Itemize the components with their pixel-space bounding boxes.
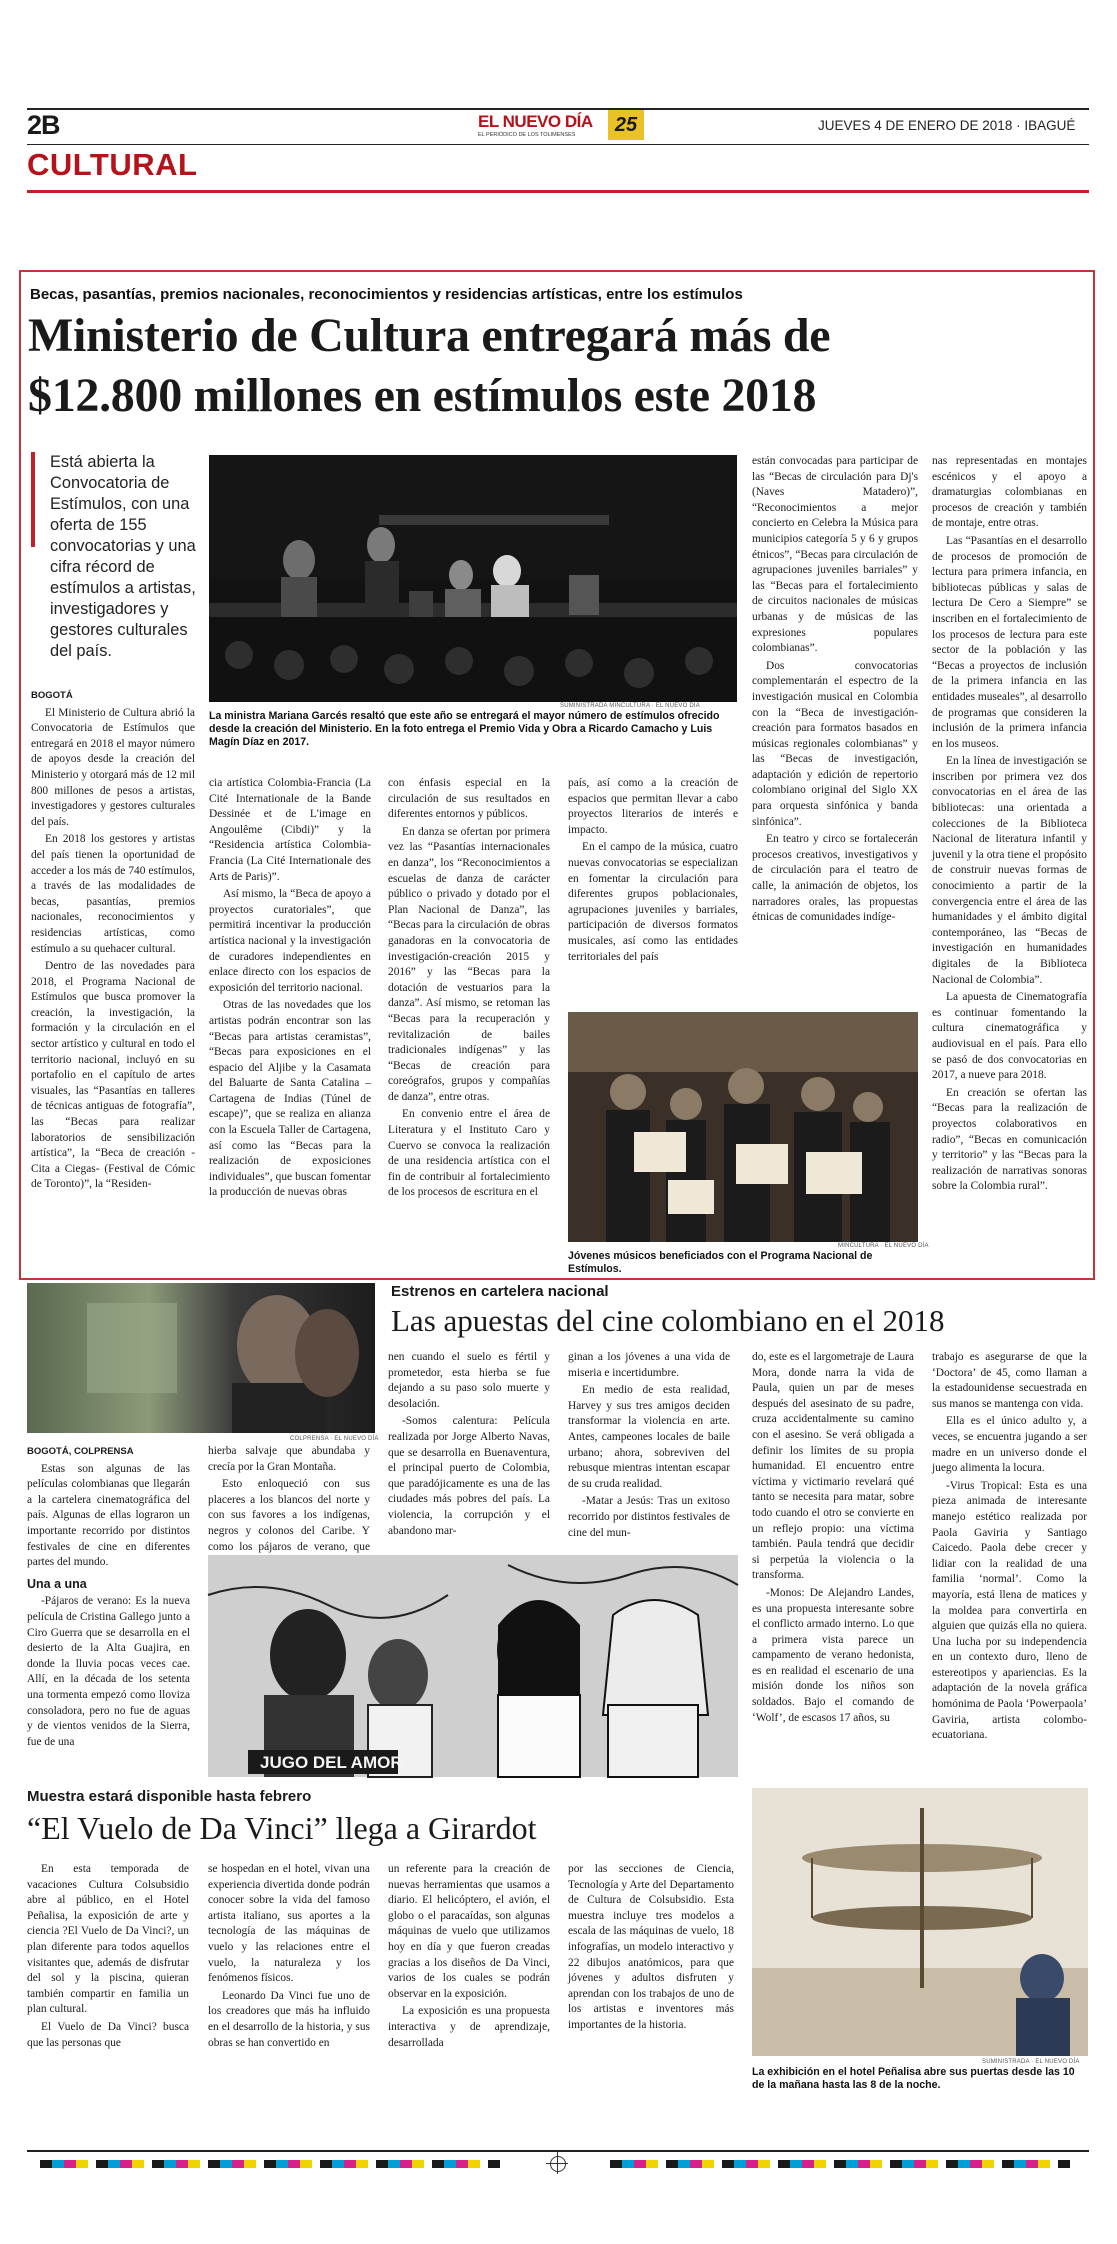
lead-headline-line2: $12.800 millones en estímulos este 2018 xyxy=(28,369,817,422)
page-number: 2B xyxy=(27,110,60,140)
lead-col4-p1: país, así como a la creación de espacios que permitan llevar a cabo proyectos literarios de interés e impacto. xyxy=(568,777,738,836)
lead-photo-young-musicians xyxy=(568,1012,918,1242)
cine-illustration-virus-tropical xyxy=(208,1555,738,1777)
lead-col6-p1: nas representadas en montajes escénicos y el apoyo a dramaturgias colombianas en procesos de creación y también de montaje, entre otras. xyxy=(932,455,1087,530)
lead-col5-p3: En teatro y circo se fortalecerán procesos creativos, investigativos y de circulación para el teatro de calle, la animación de objetos, los narradores orales, las propuestas étnicas de comunidades indíge- xyxy=(752,833,918,924)
lead-col5-p1: están convocadas para participar de las “Becas de circulación para Dj's (Naves Matadero)”, “Reconocimientos a mejor concierto en Celebra la Música para municipios categoría 5 y 6 y grupos étnicos”, “Becas para circulación de agrupaciones juveniles barriales” y las “Becas para el fortalecimiento de circuitos nacionales de músicas urbanas y de músicas de las expresiones populares colombianas”. xyxy=(752,455,918,655)
cine-col5-p2: -Monos: De Alejandro Landes, es una propuesta interesante sobre el conflicto armado interno. Lo que a primera vista parece un campamento de verano hedonista, es en realidad el escenario de una misión donde los niños son soldados. Bajo el comando de ‘Wolf’, de escasos 17 años, su xyxy=(752,1586,914,1724)
lead-col1-p1: El Ministerio de Cultura abrió la Convocatoria de Estímulos que entregará en 2018 el mayor número de apoyos desde la creación del Ministerio y otorgará más de 12 mil 800 millones de pesos a artistas, investigadores y gestores culturales del país. xyxy=(31,706,195,828)
section-rule xyxy=(27,190,1089,193)
vinci-column-2 xyxy=(208,1862,370,2162)
vinci-col3-p2: La exposición es una propuesta interactiva y de aprendizaje, desarrollada xyxy=(388,2005,550,2049)
cine-thumb-illustration xyxy=(27,1283,375,1433)
lead-kicker: Becas, pasantías, premios nacionales, reconocimientos y residencias artísticas, entre los estímulos xyxy=(30,286,743,303)
vinci-headline: “El Vuelo de Da Vinci” llega a Girardot xyxy=(27,1810,537,1846)
cine-col3-p2: -Somos calentura: Película realizada por Jorge Alberto Navas, que se desarrolla en Buenaventura, el principal puerto de Colombia, que paradójicamente es una de las ciudades más pobres del país. La violencia, la corrupción y el abandono mar- xyxy=(388,1415,550,1537)
footer-rule xyxy=(27,2150,1089,2152)
cine-kicker: Estrenos en cartelera nacional xyxy=(391,1283,609,1300)
lead-photo1-credit: SUMINISTRADA MINCULTURA · EL NUEVO DÍA xyxy=(560,703,700,709)
vinci-photo-credit: SUMINISTRADA · EL NUEVO DÍA xyxy=(982,2059,1080,2065)
lead-headline-line1: Ministerio de Cultura entregará más de xyxy=(28,309,831,362)
vinci-col2-p1: se hospedan en el hotel, vivan una experiencia divertida donde podrán conocer sobre la vida del famoso artista italiano, sus aportes a la tecnología de las máquinas de vuelo y las relaciones entre el vuelo, la naturaleza y los fenómenos físicos. xyxy=(208,1863,370,1985)
registration-crosshair-h xyxy=(546,2163,568,2164)
cine-col2-p1: hierba salvaje que abundaba y crecía por la Gran Montaña. xyxy=(208,1445,370,1473)
musicians-illustration xyxy=(568,1012,918,1242)
cine-photo-thumb xyxy=(27,1283,375,1433)
lead-photo1-caption: La ministra Mariana Garcés resaltó que este año se entregará el mayor número de estímulos ofrecido desde la creación del Ministerio. En la foto entrega el Premio Vida y Obra a Ricardo Camacho y Luis Magín Díaz en 2017. xyxy=(209,710,720,748)
vinci-col1-p2: El Vuelo de Da Vinci? busca que las personas que xyxy=(27,2020,189,2049)
vinci-photo-exhibition xyxy=(752,1788,1088,2056)
lead-column-5 xyxy=(752,454,918,1004)
cine-col1-p1: Estas son algunas de las películas colombianas que llegarán a la cartelera cinematográfica del país. Algunas de ellas lograron un importante recorrido por distintos festivales de cine en diferentes partes del mundo. xyxy=(27,1462,190,1569)
cine-byline: BOGOTÁ, COLPRENSA xyxy=(27,1446,134,1457)
registration-mark xyxy=(550,2156,566,2172)
cine-column-5 xyxy=(752,1350,914,1770)
lead-photo2-caption: Jóvenes músicos beneficiados con el Programa Nacional de Estímulos. xyxy=(568,1250,873,1275)
lead-col6-p3: En la línea de investigación se inscriben por primera vez dos convocatorias en el área de las bibliotecas: una orientada a colecciones de la Biblioteca Nacional de literatura infantil y juvenil y la otra tiene el propósito de construir nuevas formas de conocimiento a partir de la convergencia entre el área de las humanidades y el ámbito digital contemporáneo, las “Becas de investigación en humanidades digitales de la Biblioteca Nacional de Colombia”. xyxy=(932,755,1087,986)
lead-photo-award-ceremony xyxy=(209,455,737,702)
lead-col2-p2: Así mismo, la “Beca de apoyo a proyectos curatoriales”, que permitirá incentivar la producción artística nacional y la investigación de curadores independientes en enlace directo con los espacios de exposición del territorio nacional. xyxy=(209,888,371,994)
lead-col1-p2: En 2018 los gestores y artistas del país tienen la oportunidad de acceder a los más de 740 estímulos, a través de las modalidades de becas, pasantías, premios nacionales, reconocimientos y residencias artísticas, como estímulo a su quehacer cultural. xyxy=(31,833,195,955)
cine-column-2 xyxy=(208,1444,370,1553)
summary-accent-bar xyxy=(31,452,35,547)
footer-color-bar-right xyxy=(610,2160,1070,2168)
lead-column-4 xyxy=(568,776,738,1006)
lead-col3-p2: En danza se ofertan por primera vez las “Pasantías internacionales en danza”, los “Reconocimientos a escuelas de danza de carácter público o privado y dotado por el Plan Nacional de Danza”, las “Becas para la circulación de obras ganadoras en la convocatoria de investigación-creación 2015 y 2016” y las “Becas para la dotación de vestuarios para la danza”. Así mismo, se retoman las “Becas para la recuperación y revitalización de bailes tradicionales indígenas” y las “Becas de creación para coreógrafos, grupos y compañías de danza”, entre otras. xyxy=(388,825,550,1103)
lead-column-1 xyxy=(31,688,195,1273)
cine-headline: Las apuestas del cine colombiano en el 2018 xyxy=(391,1303,945,1338)
cine-drawing xyxy=(208,1555,738,1777)
cine-col6-p1: trabajo es asegurarse de que la ‘Doctora’ de 45, como llaman a la estadounidense secuestrada en sus manos se mantenga con vida. xyxy=(932,1351,1087,1410)
cine-column-4 xyxy=(568,1350,730,1550)
cine-column-3 xyxy=(388,1350,550,1550)
vinci-col3-p1: un referente para la creación de nuevas herramientas que usamos a diario. El helicóptero, el avión, el globo o el paracaídas, son algunas máquinas de vuelo que utilizamos hoy en día y que fueron creadas gracias a los diseños de Da Vinci, varios de los cuales se podrán observar en la exposición. xyxy=(388,1863,550,2000)
footer-color-bar-left xyxy=(40,2160,500,2168)
vinci-col2-p2: Leonardo Da Vinci fue uno de los creadores que más ha influido en el desarrollo de la historia, y sus obras se han convertido en xyxy=(208,1989,370,2049)
lead-col6-p2: Las “Pasantías en el desarrollo de procesos de promoción de lectura para primera infancia, en bibliotecas públicas y salas de lectura De Cero a Siempre” se inscriben en el fortalecimiento de los procesos de lectura para este sector de la población y las “Becas a proyectos de inclusión de la primera infancia en las entidades museales”, al desarrollo de programas que consideren la inclusión de la primera infancia en los museos. xyxy=(932,534,1087,750)
lead-column-2 xyxy=(209,776,371,1271)
cine-col5-p1: do, este es el largometraje de Laura Mora, donde narra la vida de Paula, quien un par de meses después del asesinato de su padre, cruza accidentalmente su camino con el asesino. Se verá obligada a definir los límites de su propia humanidad. El encuentro entre víctima y victimario revelará qué tanto se necesita para matar, sobre todo cuando el otro se convierte en un reflejo propio: una víctima también. Paula tendrá que decidir si perpetúa la violencia o la transforma. xyxy=(752,1351,914,1582)
lead-byline: BOGOTÁ xyxy=(31,690,73,701)
cine-photo-credit: COLPRENSA · EL NUEVO DÍA xyxy=(290,1436,379,1442)
lead-col3-p3: En convenio entre el área de Literatura y el Instituto Caro y Cuervo se convoca la realización de una residencia artística con el fin de contribuir al fortalecimiento de los procesos de escritura en el xyxy=(388,1108,550,1199)
cine-column-6 xyxy=(932,1350,1087,1770)
vinci-photo-illustration xyxy=(752,1788,1088,2056)
lead-col6-p4: La apuesta de Cinematografía es continuar fomentando la cultura cinematográfica y audiovisual en el país. Para ello se pasó de dos convocatorias en 2017, a nueve para 2018. xyxy=(932,991,1087,1082)
vinci-col1-p1: En esta temporada de vacaciones Cultura Colsubsidio abre al público, en el Hotel Peñalisa, la exposición de arte y ciencia ?El Vuelo de Da Vinci?, un plan diferente para todos aquellos visitantes que, además de disfrutar del sol y la piscina, quieran también compartir en familia un plan cultural. xyxy=(27,1863,189,2016)
vinci-column-1 xyxy=(27,1862,189,2162)
cine-col6-p2: Ella es el único adulto y, a veces, se encuentra jugando a ser madre en un universo donde el juego alimenta la locura. xyxy=(932,1415,1087,1475)
cine-col2-p2: Esto enloqueció con sus placeres a los blancos del norte y con sus favores a los indígenas, negros y colonos del Caribe. Y como los pájaros de verano, que xyxy=(208,1478,370,1553)
lead-col2-p3: Otras de las novedades que los artistas podrán encontrar son las “Becas para artistas ceramistas”, “Becas para exposiciones en el espacio del Aljibe y la Casamata del Baluarte de Santa Catalina – Cartagena de Indias (Túnel de escape)”, que se realiza en alianza con la Escuela Taller de Cartagena, así como las “Becas para la realización de exposiciones individuales”, que buscan fomentar la producción de nuevas obras xyxy=(209,999,371,1199)
lead-col4-p2: En el campo de la música, cuatro nuevas convocatorias se especializan en fomentar la circulación para diferentes grupos poblacionales, agrupaciones juveniles y barriales, participación de diversos formatos musicales, así como las entidades territoriales del país xyxy=(568,841,738,963)
section-title: CULTURAL xyxy=(27,147,198,182)
cine-col1-p2: -Pájaros de verano: Es la nueva película de Cristina Gallego junto a Ciro Guerra que se desarrolla en el desierto de la Alta Guajira, en donde la lluvia pocas veces cae. Allí, en la década de los setenta una tormenta empezó como lloviza consoladora, pero no fue de aguas y de vientos venidos de la Sierra, fue de una xyxy=(27,1595,190,1748)
cine-col4-p2: En medio de esta realidad, Harvey y sus tres amigos deciden transformar la violencia en arte. Antes, campeones locales de baile urbano; ahora, sobreviven del rebusque mientras intentan escapar de su cruda realidad. xyxy=(568,1384,730,1490)
cine-column-1 xyxy=(27,1444,190,1779)
lead-column-6 xyxy=(932,454,1087,1272)
cine-drawing-lettering: JUGO DEL AMOR xyxy=(260,1753,403,1772)
ceremony-illustration xyxy=(209,455,737,702)
lead-photo2-credit: MINCULTURA · EL NUEVO DÍA xyxy=(838,1243,929,1249)
vinci-col4-p1: por las secciones de Ciencia, Tecnología y Arte del Departamento de Cultura de Colsubsidio. Esta muestra incluye tres modelos a escala de las máquinas de vuelo, 18 infografías, un modelo interactivo y 22 dibujos anatómicos, para que jóvenes y adultos disfruten y aprendan con los trabajos de uno de los artistas e inventores más importantes de la historia. xyxy=(568,1863,734,2031)
edition-date: JUEVES 4 DE ENERO DE 2018 · IBAGUÉ xyxy=(818,118,1076,133)
cine-col6-p3: -Virus Tropical: Esta es una pieza animada de interesante manejo estético realizada por Paola Gaviria y Santiago Caicedo. Paola debe crecer y lidiar con la realidad de una familia ‘normal’. Como la mayoría, está llena de matices y la moldea para convertirla en alguien que quizás ella no quiera. Una lucha por su independencia en un contexto duro, lleno de estereotipos y apariencias. Es la adaptación de la novela gráfica homónima de Paola ‘Powerpaola’ Gaviria, artista colombo-ecuatoriana. xyxy=(932,1479,1087,1742)
lead-col1-p3: Dentro de las novedades para 2018, el Programa Nacional de Estímulos que busca promover la creación, la investigación, la formación y la circulación en el sector artístico y cultural en todo el territorio nacional, incluyó en su portafolio en el capítulo de artes visuales, las “Pasantías en talleres de técnicas antiguas de fotografía”, las “Becas para realizar laboratorios de sensibilización artística”, la “Beca de creación -Cita a Ciegas- (Festival de Cómic de Toronto)”, la “Residen- xyxy=(31,960,195,1191)
brand-name: EL NUEVO DÍA xyxy=(478,112,593,131)
masthead-logo xyxy=(478,110,658,142)
vinci-photo-caption: La exhibición en el hotel Peñalisa abre sus puertas desde las 10 de la mañana hasta las 8 de la noche. xyxy=(752,2066,1075,2091)
brand-tagline: EL PERIÓDICO DE LOS TOLIMENSES xyxy=(478,132,576,138)
vinci-column-4 xyxy=(568,1862,734,2162)
cine-col4-p3: -Matar a Jesús: Tras un exitoso recorrido por distintos festivales de cine del mun- xyxy=(568,1495,730,1539)
cine-subhead: Una a una xyxy=(27,1576,87,1591)
lead-col2-p1: cia artística Colombia-Francia (La Cité Internationale de la Bande Dessinée et de L'image en Angoulême (Cibdi)” y la “Residencia artística Colombia-Francia (La Cité Internationale des Arts de Paris)”. xyxy=(209,777,371,883)
lead-col3-p1: con énfasis especial en la circulación de sus resultados en diferentes entornos y públicos. xyxy=(388,777,550,821)
anniversary-badge: 25 xyxy=(608,110,644,140)
cine-col4-p1: ginan a los jóvenes a una vida de miseria e incertidumbre. xyxy=(568,1351,730,1379)
lead-col6-p5: En creación se ofertan las “Becas para la realización de proyectos colaborativos en radio”, “Becas en comunicación y territorio” y las “Becas para la realización de narrativas sonoras sobre la Colombia rural”. xyxy=(932,1086,1087,1193)
cine-col3-p1: nen cuando el suelo es fértil y prometedor, esta hierba se fue dejando a su paso solo muerte y desolación. xyxy=(388,1351,550,1410)
lead-col5-p2: Dos convocatorias complementarán el espectro de la investigación musical en Colombia con la “Beca de investigación-creación para formatos basados en músicas regionales colombianas” y las “Becas de investigación, adaptación y edición de repertorio colombiano original del Siglo XX para orquesta sinfónica y banda sinfónica”. xyxy=(752,659,918,828)
vinci-kicker: Muestra estará disponible hasta febrero xyxy=(27,1788,312,1805)
vinci-column-3 xyxy=(388,1862,550,2162)
lead-summary: Está abierta la Convocatoria de Estímulos, con una oferta de 155 convocatorias y una cifra récord de estímulos a artistas, investigadores y gestores culturales del país. xyxy=(50,453,196,660)
lead-column-3 xyxy=(388,776,550,1271)
header-rule xyxy=(27,144,1089,145)
